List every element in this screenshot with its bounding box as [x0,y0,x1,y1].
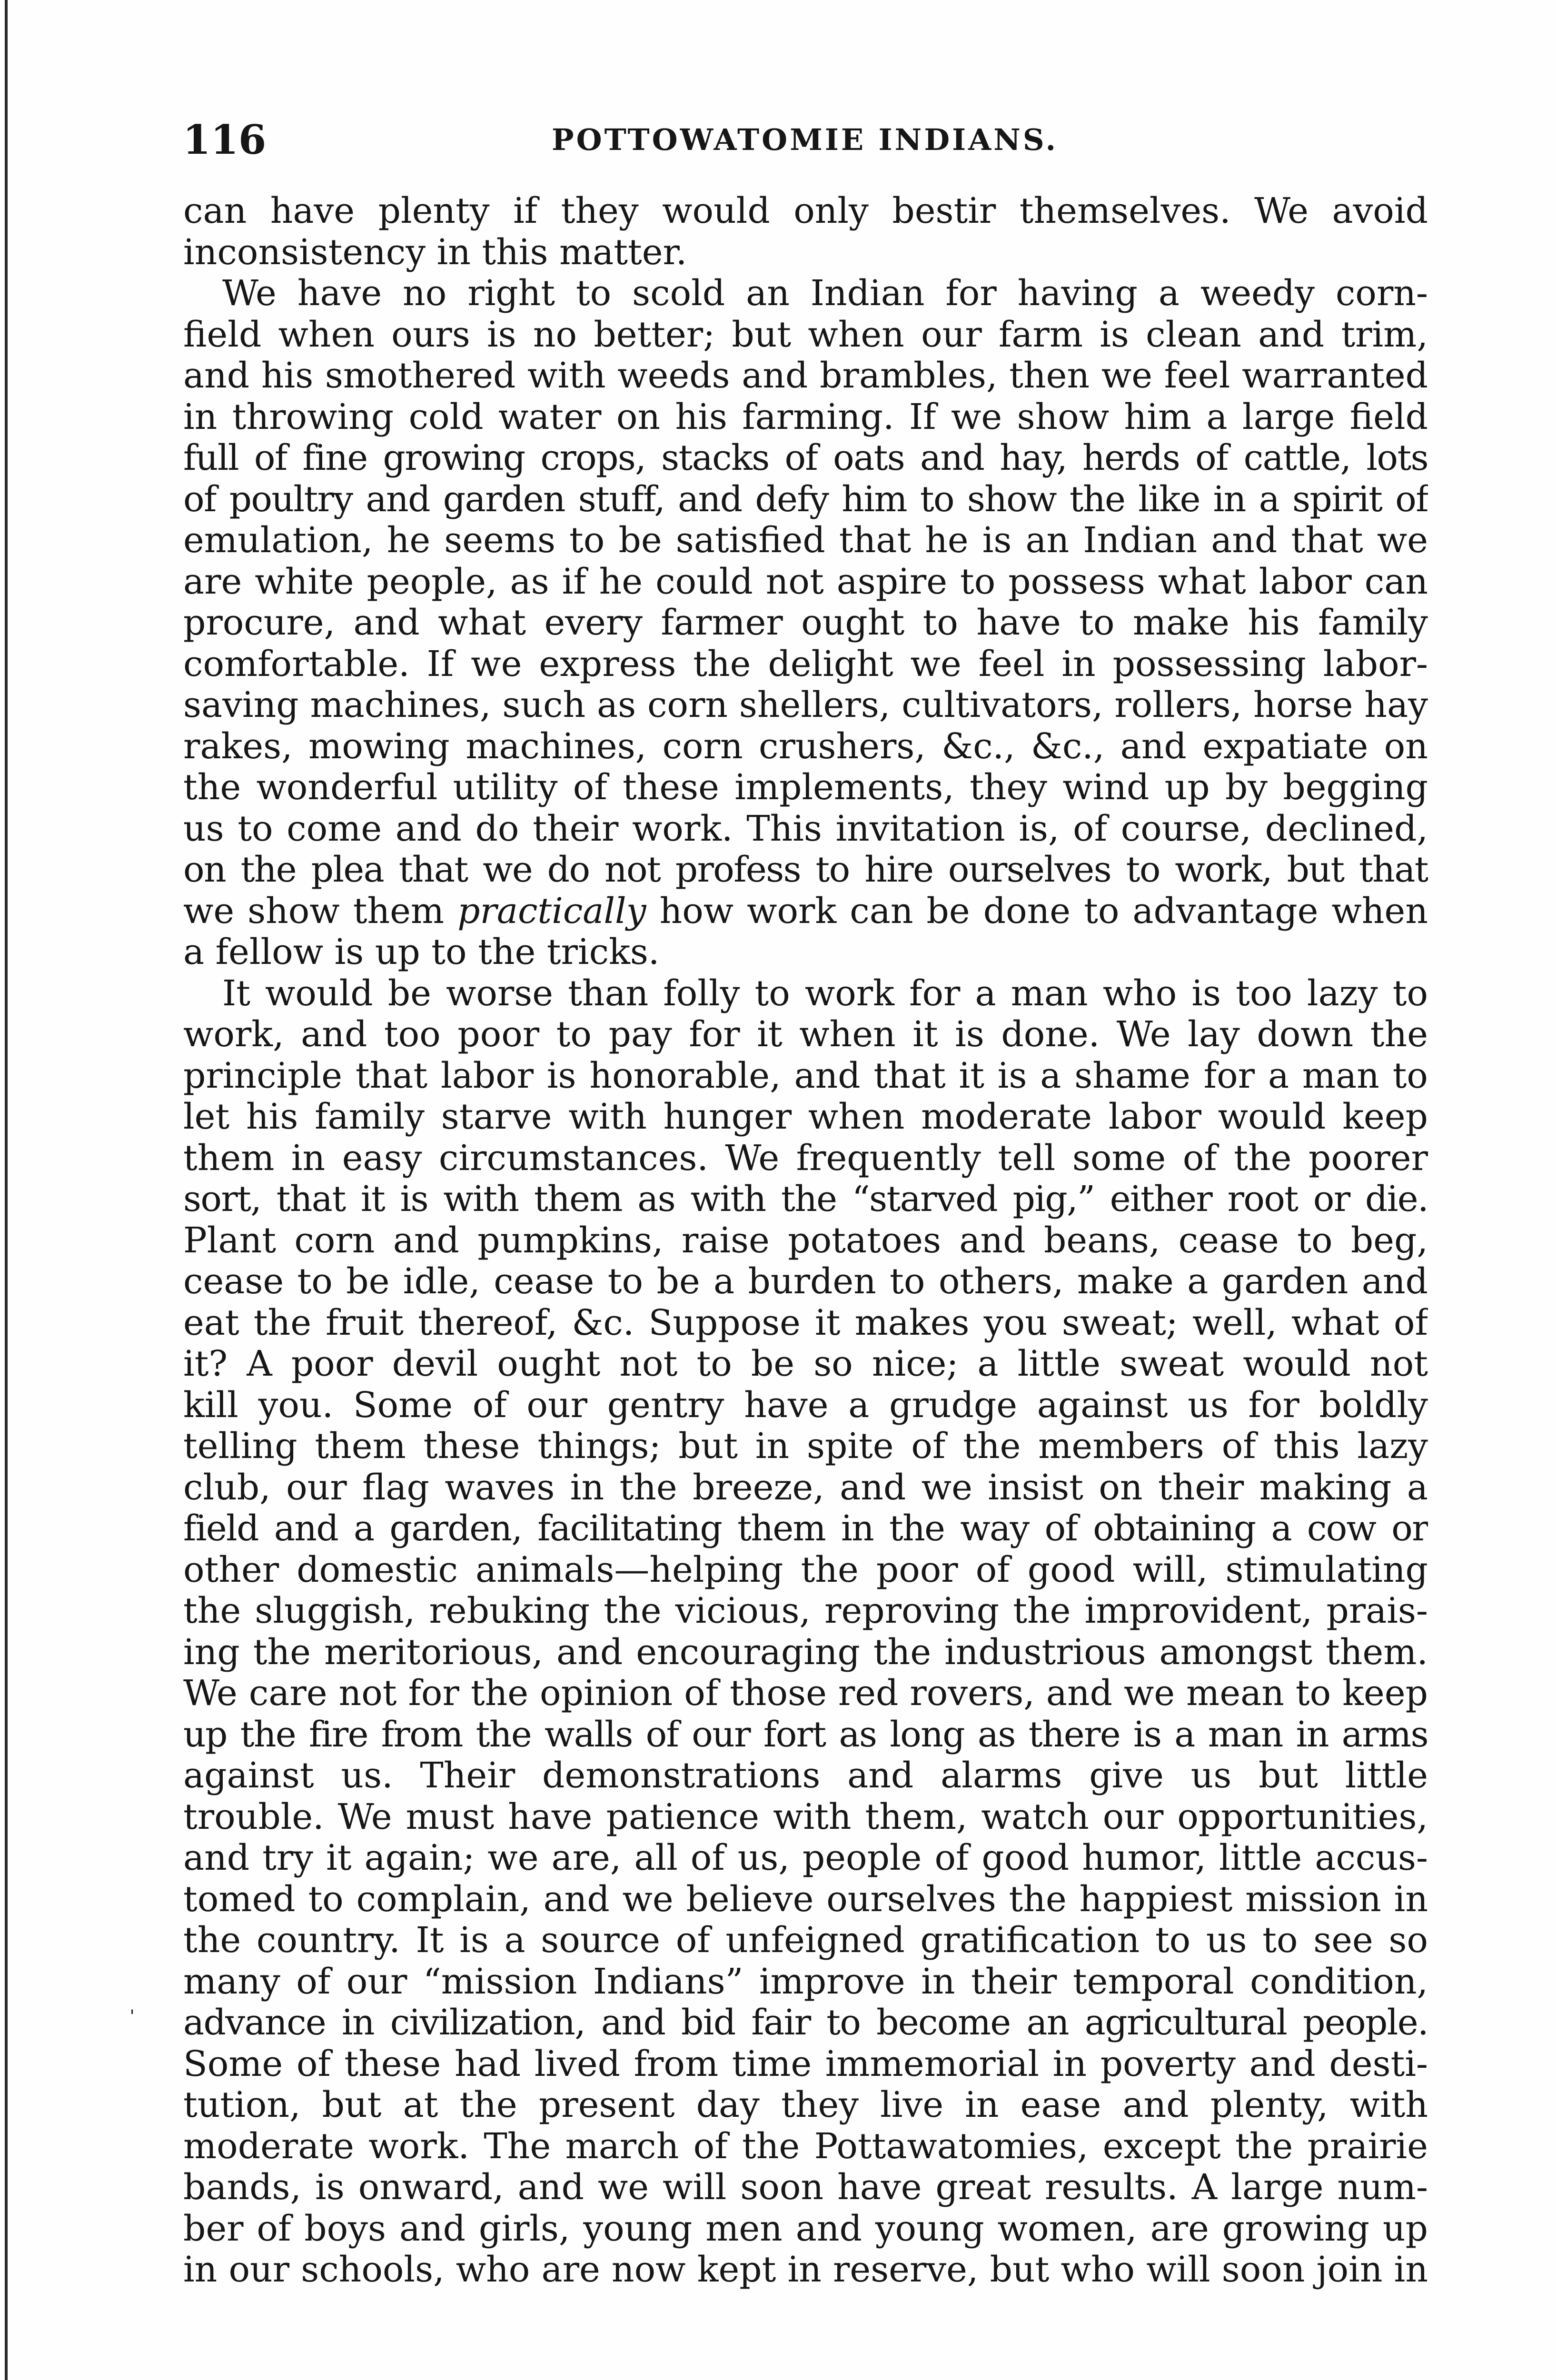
text-line: field and a garden, facilitating them in the way of obtaining a cow or [183,1508,1428,1549]
text-line: moderate work. The march of the Pottawatomies, except the prairie [183,2125,1428,2167]
text-line: in our schools, who are now kept in reserve, but who will soon join in [183,2249,1428,2290]
running-header [182,118,1428,162]
text-line: bands, is onward, and we will soon have great results. A large num- [183,2167,1428,2208]
text-line: let his family starve with hunger when moderate labor would keep [183,1096,1428,1137]
text-line: up the fire from the walls of our fort as long as there is a man in arms [183,1714,1428,1755]
text-line: eat the fruit thereof, &c. Suppose it makes you sweat; well, what of [183,1302,1428,1343]
text-line: tution, but at the present day they live in ease and plenty, with [183,2084,1428,2125]
text-line: a fellow is up to the tricks. [183,932,660,972]
text-line: against us. Their demonstrations and alarms give us but little [183,1755,1428,1796]
text-line: emulation, he seems to be satisfied that he is an Indian and that we [183,520,1428,561]
text-line: and his smothered with weeds and brambles, then we feel warranted [183,355,1428,396]
paragraph-first-line: We have no right to scold an Indian for having a weedy corn- [222,273,1428,314]
text-line: saving machines, such as corn shellers, cultivators, rollers, horse hay [183,684,1428,725]
text-run: how work can be done to advantage when [659,890,1428,932]
text-line: We care not for the opinion of those red rovers, and we mean to keep [183,1673,1428,1714]
text-line: it? A poor devil ought not to be so nice; a little sweat would not [183,1343,1428,1384]
text-line: inconsistency in this matter. [183,231,687,273]
margin-mark: ˌ [129,1994,135,2016]
running-title: POTTOWATOMIE INDIANS. [551,122,1059,157]
scan-edge-left [5,0,8,2380]
text-line: cease to be idle, cease to be a burden to others, make a garden and [183,1261,1428,1302]
text-line: ing the meritorious, and encouraging the industrious amongst them. [183,1631,1428,1673]
text-line: can have plenty if they would only bestir themselves. We avoid [183,190,1428,231]
text-line: them in easy circumstances. We frequently tell some of the poorer [183,1137,1428,1179]
text-line: kill you. Some of our gentry have a grudge against us for boldly [183,1384,1428,1426]
text-line: comfortable. If we express the delight we feel in possessing labor- [183,643,1428,684]
text-line: field when ours is no better; but when our farm is clean and trim, [183,314,1428,355]
text-line: trouble. We must have patience with them, watch our opportunities, [183,1796,1428,1837]
italic-word: practically [457,890,646,932]
text-line: advance in civilization, and bid fair to become an agricultural people. [183,2002,1428,2043]
text-line: sort, that it is with them as with the “starved pig,” either root or die. [183,1179,1428,1220]
text-line: other domestic animals—helping the poor of good will, stimulating [183,1549,1428,1590]
text-line: rakes, mowing machines, corn crushers, &c., &c., and expatiate on [183,725,1428,767]
text-line: tomed to complain, and we believe ourselves the happiest mission in [183,1878,1428,1920]
text-line: of poultry and garden stuff, and defy him to show the like in a spirit of [183,478,1428,520]
paragraph-first-line: It would be worse than folly to work for a man who is too lazy to [222,972,1428,1014]
text-line: the sluggish, rebuking the vicious, reproving the improvident, prais- [183,1590,1428,1631]
text-line: us to come and do their work. This invitation is, of course, declined, [183,808,1428,849]
body-text [183,190,1428,2291]
text-line: work, and too poor to pay for it when it is done. We lay down the [183,1014,1428,1055]
text-line: Plant corn and pumpkins, raise potatoes and beans, cease to beg, [183,1220,1428,1261]
text-line: Some of these had lived from time immemorial in poverty and desti- [183,2043,1428,2084]
text-line: are white people, as if he could not aspire to possess what labor can [183,561,1428,602]
text-line: club, our flag waves in the breeze, and we insist on their making a [183,1467,1428,1508]
text-line: and try it again; we are, all of us, people of good humor, little accus- [183,1837,1428,1878]
text-line: full of fine growing crops, stacks of oats and hay, herds of cattle, lots [183,437,1428,478]
text-line-with-italic [183,891,1428,932]
text-line: telling them these things; but in spite of the members of this lazy [183,1426,1428,1467]
text-line: on the plea that we do not profess to hire ourselves to work, but that [183,849,1428,890]
page-number: 116 [183,116,267,163]
text-line: ber of boys and girls, young men and young women, are growing up [183,2208,1428,2249]
text-line: principle that labor is honorable, and that it is a shame for a man to [183,1055,1428,1096]
text-line: the wonderful utility of these implements, they wind up by begging [183,767,1428,808]
text-line: procure, and what every farmer ought to have to make his family [183,602,1428,643]
text-line: in throwing cold water on his farming. If we show him a large field [183,396,1428,437]
text-line: many of our “mission Indians” improve in their temporal condition, [183,1961,1428,2002]
text-run: we show them [183,890,445,932]
text-line: the country. It is a source of unfeigned gratification to us to see so [183,1920,1428,1961]
